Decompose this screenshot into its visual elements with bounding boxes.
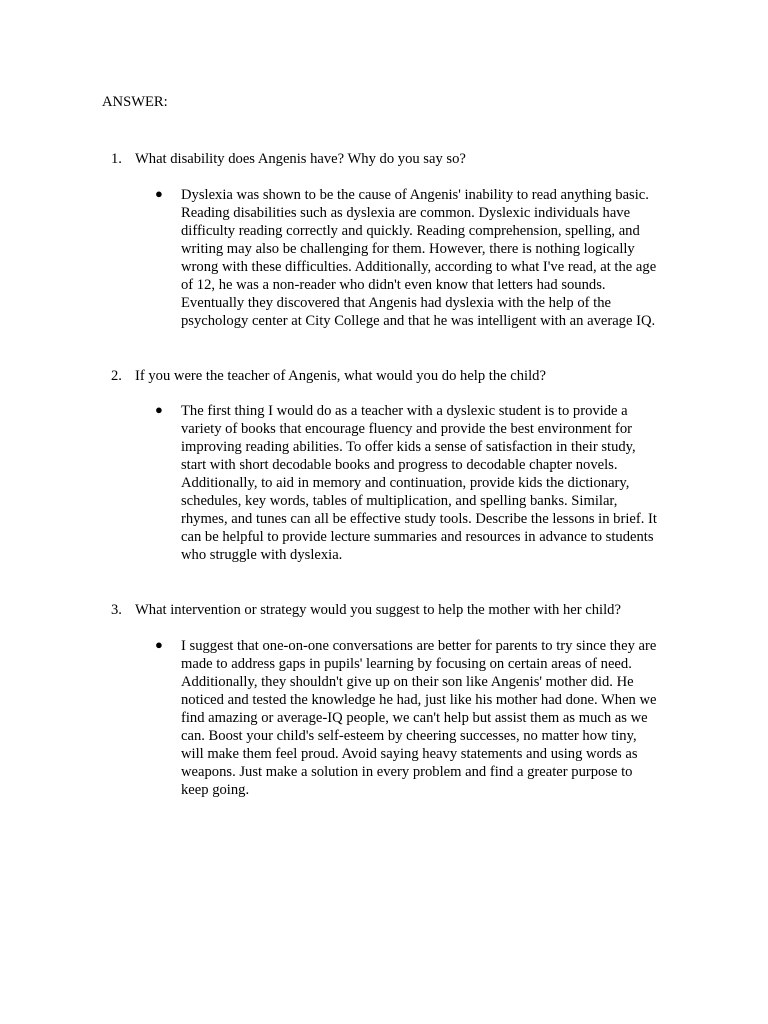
answer-line: Additionally, to aid in memory and continuation, provide kids the dictionary,	[181, 475, 630, 491]
answer-line: wrong with these difficulties. Additionally, according to what I've read, at the age	[181, 259, 657, 275]
answer-line: who struggle with dyslexia.	[181, 547, 343, 563]
answer-line: writing may also be challenging for them. However, there is nothing logically	[181, 241, 635, 257]
question-number: 1.	[111, 151, 122, 167]
answer-heading: ANSWER:	[102, 94, 168, 110]
answer-line: weapons. Just make a solution in every problem and find a greater purpose to	[181, 764, 633, 780]
answer-line: Reading disabilities such as dyslexia are common. Dyslexic individuals have	[181, 205, 631, 221]
bullet-icon: ●	[155, 186, 163, 201]
question-text: What disability does Angenis have? Why do you say so?	[135, 151, 466, 167]
answer-line: keep going.	[181, 782, 250, 798]
answer-line: Additionally, they shouldn't give up on their son like Angenis' mother did. He	[181, 674, 634, 690]
answer-line: of 12, he was a non-reader who didn't even know that letters had sounds.	[181, 277, 606, 293]
answer-3	[181, 637, 681, 799]
answer-line: find amazing or average-IQ people, we can't help but assist them as much as we	[181, 710, 648, 726]
answer-line: Eventually they discovered that Angenis had dyslexia with the help of the	[181, 295, 612, 311]
answer-line: I suggest that one-on-one conversations are better for parents to try since they are	[181, 638, 657, 654]
answer-1	[181, 186, 681, 330]
answer-line: rhymes, and tunes can all be effective study tools. Describe the lessons in brief. It	[181, 511, 657, 527]
answer-line: noticed and tested the knowledge he had, just like his mother had done. When we	[181, 692, 657, 708]
question-number: 3.	[111, 602, 122, 618]
question-text: If you were the teacher of Angenis, what would you do help the child?	[135, 368, 546, 384]
answer-line: can. Boost your child's self-esteem by cheering successes, no matter how tiny,	[181, 728, 637, 744]
question-3	[111, 601, 621, 619]
bullet-icon: ●	[155, 637, 163, 652]
answer-2	[181, 402, 681, 564]
answer-line: will make them feel proud. Avoid saying heavy statements and using words as	[181, 746, 638, 762]
answer-line: schedules, key words, tables of multiplication, and spelling banks. Similar,	[181, 493, 618, 509]
question-text: What intervention or strategy would you suggest to help the mother with her child?	[135, 602, 621, 618]
answer-line: difficulty reading correctly and quickly. Reading comprehension, spelling, and	[181, 223, 640, 239]
question-2	[111, 367, 546, 385]
answer-line: improving reading abilities. To offer kids a sense of satisfaction in their study,	[181, 439, 636, 455]
answer-line: Dyslexia was shown to be the cause of Angenis' inability to read anything basic.	[181, 187, 649, 203]
bullet-icon: ●	[155, 402, 163, 417]
answer-line: made to address gaps in pupils' learning by focusing on certain areas of need.	[181, 656, 632, 672]
answer-line: variety of books that encourage fluency and provide the best environment for	[181, 421, 633, 437]
answer-line: start with short decodable books and progress to decodable chapter novels.	[181, 457, 618, 473]
question-number: 2.	[111, 368, 122, 384]
answer-line: The first thing I would do as a teacher with a dyslexic student is to provide a	[181, 403, 628, 419]
question-1	[111, 150, 466, 168]
answer-line: can be helpful to provide lecture summaries and resources in advance to students	[181, 529, 654, 545]
answer-line: psychology center at City College and that he was intelligent with an average IQ.	[181, 313, 656, 329]
